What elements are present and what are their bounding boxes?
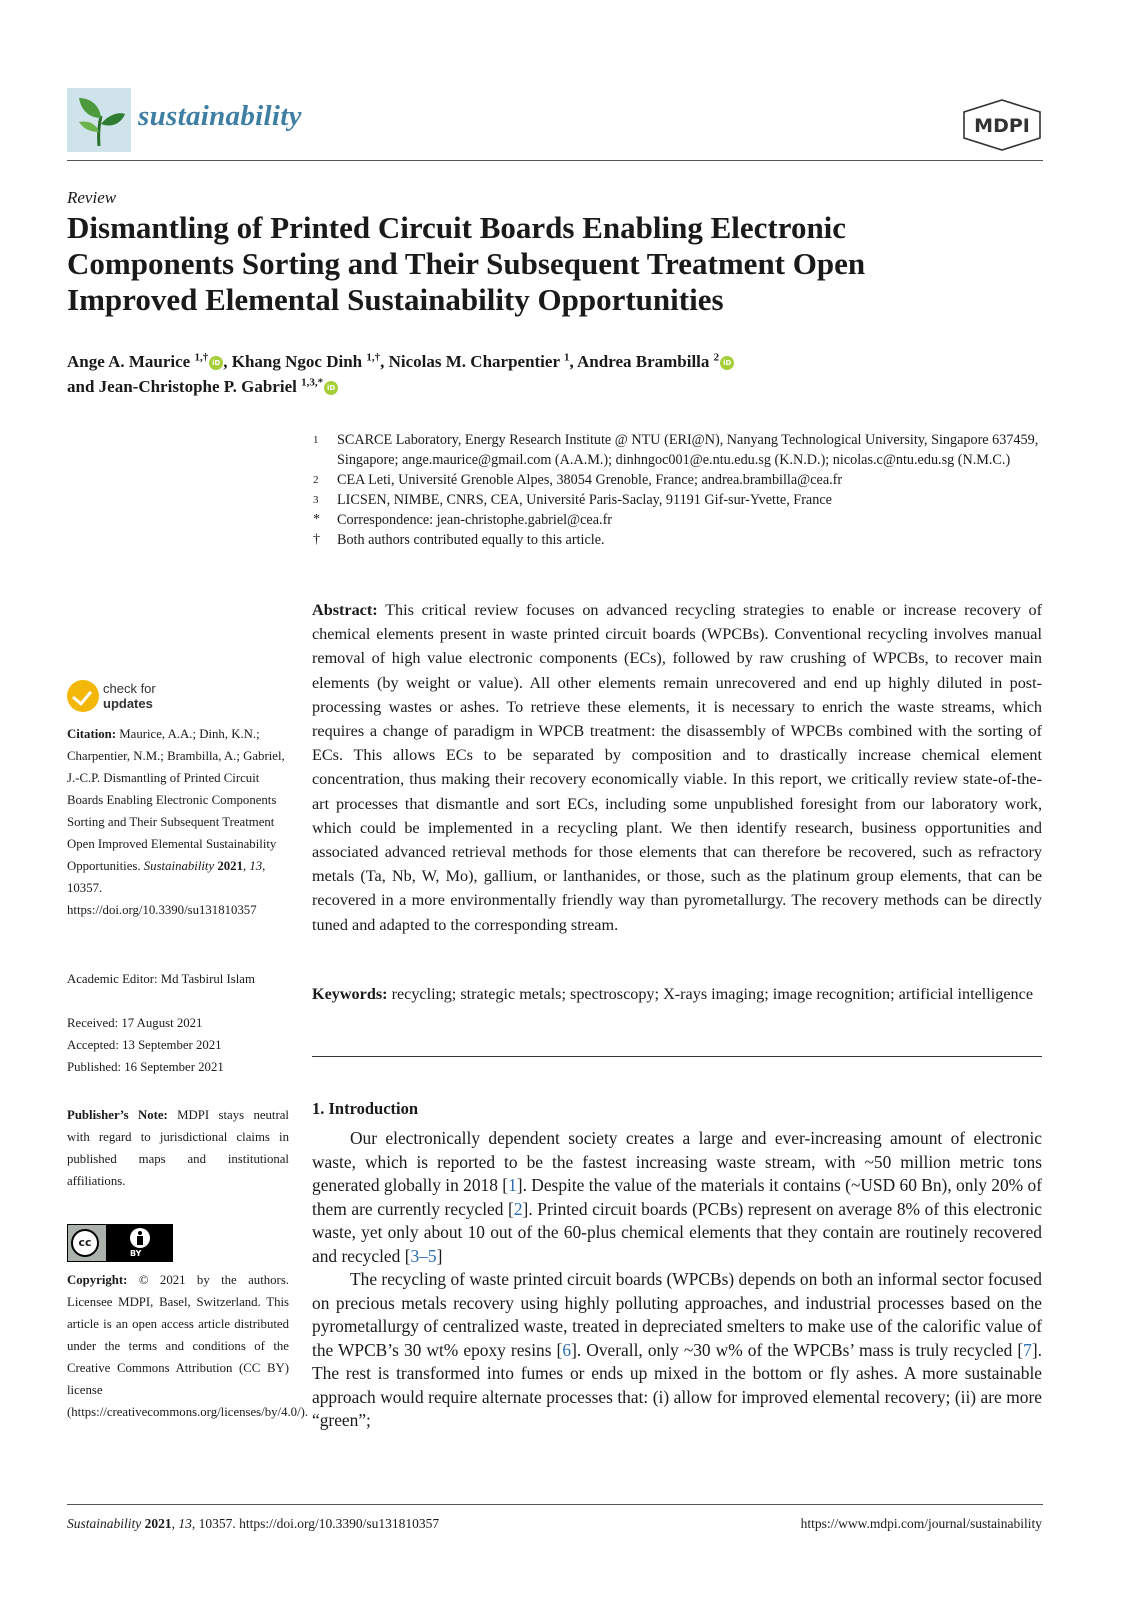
checkmark-icon bbox=[67, 680, 99, 712]
published-date: Published: 16 September 2021 bbox=[67, 1060, 224, 1074]
citation-volume: 13 bbox=[249, 859, 263, 873]
paragraph-text: The recycling of waste printed circuit boards (WPCBs) depends on both an informal sector focused on precious metals recovery using highly polluting approaches, and industrial processes based on the pyrometallurgy of centralized waste, treated in depreciated smelters to make use of the calorific value of the WPCB’s 30 wt% epoxy resins [ bbox=[312, 1269, 1042, 1360]
publisher-note-text: MDPI stays neutral with regard to jurisdictional claims in published maps and institutional affiliations. bbox=[67, 1108, 289, 1188]
reference-link[interactable]: 2 bbox=[513, 1198, 523, 1219]
mdpi-logo-text: MDPI bbox=[974, 115, 1030, 137]
publisher-note bbox=[67, 1104, 289, 1192]
check-updates-label: check for bbox=[103, 681, 156, 696]
affiliation-item bbox=[313, 430, 1043, 470]
affiliation-item bbox=[313, 490, 1043, 510]
title-line: Dismantling of Printed Circuit Boards Enabling Electronic bbox=[67, 210, 847, 245]
cc-by-panel bbox=[106, 1225, 172, 1261]
copyright-text: © 2021 by the authors. Licensee MDPI, Basel, Switzerland. This article is an open access article distributed under the terms and conditions of the Creative Commons Attribution (CC BY) license (https://creativecommons.org/licenses/by/4.0/). bbox=[67, 1273, 309, 1419]
abstract-label: Abstract: bbox=[312, 601, 378, 619]
article-title bbox=[67, 210, 1057, 318]
footer-journal-url[interactable]: https://www.mdpi.com/journal/sustainability bbox=[800, 1516, 1042, 1531]
paragraph-text: ] bbox=[436, 1245, 443, 1266]
footer-volume: 13 bbox=[178, 1516, 192, 1531]
citation-doi[interactable]: 10357. https://doi.org/10.3390/su131810357 bbox=[67, 881, 257, 917]
affiliation-text: SCARCE Laboratory, Energy Research Institute @ NTU (ERI@N), Nanyang Technological University, Singapore 637459, Singapore; ange.maurice@gmail.com (A.A.M.); dinhngoc001@e.ntu.edu.sg (K.N.D.); nicolas.c@ntu.edu.sg (N.M.C.) bbox=[337, 432, 1039, 468]
paragraph-text: Our electronically dependent society creates a large and ever-increasing amount of electronic waste, which is reported to be the fastest increasing waste stream, with ~50 million metric tons generated globally in 2018 [ bbox=[312, 1128, 1042, 1195]
cc-by-label: BY bbox=[130, 1249, 142, 1258]
citation-text: Maurice, A.A.; Dinh, K.N.; Charpentier, N.M.; Brambilla, A.; Gabriel, J.-C.P. Dismantling of Printed Circuit Boards Enabling Electronic Components Sorting and Their Subsequent Treatment Open Improved Elemental Sustainability Opportunities. bbox=[67, 727, 285, 873]
check-updates-label: updates bbox=[103, 696, 153, 711]
title-line: Improved Elemental Sustainability Opportunities bbox=[67, 282, 724, 317]
author-name: Khang Ngoc Dinh bbox=[231, 352, 363, 371]
section-heading: 1. Introduction bbox=[312, 1099, 419, 1118]
header-divider bbox=[67, 160, 1043, 161]
academic-editor: Academic Editor: Md Tasbirul Islam bbox=[67, 972, 255, 986]
affiliation-mark: 1 bbox=[313, 434, 319, 446]
author-separator: , bbox=[569, 352, 578, 371]
author-name: Andrea Brambilla bbox=[577, 352, 710, 371]
introduction-body bbox=[312, 1127, 1042, 1433]
cc-icon: cc bbox=[71, 1229, 99, 1257]
citation: Citation: Maurice, A.A.; Dinh, K.N.; Charpentier, N.M.; Brambilla, A.; Gabriel, J.-C.P. Dismantling of Printed Circuit Boards Enabling Electronic Components Sorting and Their Subsequent Treatment Open Improved Elemental Sustainability Opportunities. Sustainability 2021, 13, 10357. https://doi.org/10.3390/su131810357 bbox=[67, 727, 285, 917]
cc-by-license-icon[interactable] bbox=[67, 1224, 173, 1262]
author-name: Nicolas M. Charpentier bbox=[388, 352, 560, 371]
paragraph-text: ]. Overall, only ~30 w% of the WPCBs’ mass is truly recycled [ bbox=[571, 1339, 1024, 1360]
affiliation-mark: 2 bbox=[313, 474, 319, 486]
publisher-note-label: Publisher’s Note: bbox=[67, 1108, 168, 1122]
footer-divider bbox=[67, 1504, 1043, 1505]
affiliation-item bbox=[313, 470, 1043, 490]
reference-link[interactable]: 7 bbox=[1023, 1339, 1032, 1360]
journal-logo-icon bbox=[67, 88, 131, 152]
citation-label: Citation: bbox=[67, 727, 117, 741]
reference-link[interactable]: 1 bbox=[508, 1175, 517, 1195]
author-separator: , bbox=[380, 352, 389, 371]
footer-journal: Sustainability bbox=[67, 1516, 142, 1531]
keywords bbox=[312, 982, 1042, 1006]
reference-link[interactable]: 5 bbox=[427, 1245, 437, 1266]
author-name: and Jean-Christophe P. Gabriel bbox=[67, 377, 297, 396]
paragraph bbox=[312, 1268, 1042, 1433]
affiliation-mark: * bbox=[313, 512, 320, 527]
paragraph-text: ]. Despite the value of the materials it contains (~USD 60 Bn), only 20% of them are currently recycled [ bbox=[312, 1175, 1042, 1219]
author-affiliation-mark: 2 bbox=[713, 351, 720, 364]
paragraph-text: ]. Printed circuit boards (PCBs) represent on average 8% of this electronic waste, yet only about 10 out of the 60-plus chemical elements that they contain are routinely recovered and recycled [ bbox=[312, 1198, 1042, 1266]
citation-journal: Sustainability bbox=[143, 859, 215, 873]
orcid-icon[interactable]: iD bbox=[720, 356, 734, 370]
author-separator: , bbox=[223, 352, 232, 371]
received-date: Received: 17 August 2021 bbox=[67, 1016, 203, 1030]
footer-citation: Sustainability 2021, 13, 10357. https://doi.org/10.3390/su131810357 bbox=[67, 1516, 440, 1531]
footer-doi[interactable]: 10357. https://doi.org/10.3390/su131810357 bbox=[198, 1516, 440, 1531]
accepted-date: Accepted: 13 September 2021 bbox=[67, 1038, 222, 1052]
article-type: Review bbox=[67, 188, 117, 207]
paragraph-text: ]. The rest is transformed into fumes or ends up mixed in the bottom or fly ashes. A more sustainable approach would require alternate processes that: (i) allow for improved elemental recovery; (ii) are more “green”; bbox=[312, 1339, 1042, 1430]
paragraph bbox=[312, 1127, 1042, 1268]
affiliation-text: CEA Leti, Université Grenoble Alpes, 38054 Grenoble, France; andrea.brambilla@cea.fr bbox=[337, 472, 843, 488]
title-line: Components Sorting and Their Subsequent Treatment Open bbox=[67, 246, 866, 281]
orcid-icon[interactable]: iD bbox=[209, 356, 223, 370]
reference-link[interactable]: 6 bbox=[562, 1339, 572, 1360]
affiliation-mark: † bbox=[313, 532, 320, 547]
author-affiliation-mark: 1 bbox=[563, 351, 570, 364]
author-affiliation-mark: 1,† bbox=[194, 351, 209, 364]
abstract-divider bbox=[312, 1056, 1042, 1057]
orcid-icon[interactable]: iD bbox=[324, 381, 338, 395]
keywords-label: Keywords: bbox=[312, 985, 388, 1003]
copyright bbox=[67, 1269, 309, 1423]
affiliation-item bbox=[313, 510, 1043, 530]
mdpi-logo-icon bbox=[962, 98, 1042, 152]
publication-dates bbox=[67, 1012, 289, 1078]
abstract-text: This critical review focuses on advanced recycling strategies to enable or increase recovery of chemical elements present in waste printed circuit boards (WPCBs). Conventional recycling involves manual removal of high value electronic components (ECs), followed by raw crushing of WPCBs, to recover main elements (by weight or value). All other elements remain unrecovered and end up highly diluted in post-processing wastes or ashes. To retrieve these elements, it is necessary to enrich the waste streams, which requires a change of paradigm in WPCB treatment: the disassembly of WPCBs combined with the sorting of ECs. This allows ECs to be separated by composition and to drastically increase chemical element concentration, thus making their recovery economically viable. In this report, we critically review state-of-the-art processes that dismantle and sort ECs, including some unpublished foresight from our laboratory work, which could be implemented in a recycling plant. We then identify research, business opportunities and associated advanced retrieval methods for those elements that can therefore be recovered, such as refractory metals (Ta, Nb, W, Mo), gallium, or lanthanides, or those, such as the platinum group elements, that can be recovered in a more environmentally friendly way than pyrometallurgy. The recovery methods can be directly tuned and adapted to the corresponding stream. bbox=[312, 601, 1043, 934]
affiliation-mark: 3 bbox=[313, 494, 319, 506]
copyright-label: Copyright: bbox=[67, 1273, 128, 1287]
abstract bbox=[312, 598, 1042, 937]
reference-range-dash: – bbox=[419, 1245, 428, 1266]
author-affiliation-mark: 1,† bbox=[366, 351, 381, 364]
attribution-person-icon bbox=[130, 1228, 150, 1248]
journal-name: sustainability bbox=[138, 100, 302, 132]
keywords-text: recycling; strategic metals; spectroscopy; X-rays imaging; image recognition; artificial intelligence bbox=[391, 985, 1034, 1003]
footer-year: 2021 bbox=[144, 1516, 172, 1531]
affiliation-list bbox=[313, 430, 1043, 550]
affiliation-item bbox=[313, 530, 1043, 550]
affiliation-text: Both authors contributed equally to this article. bbox=[337, 532, 605, 548]
reference-link[interactable]: 3 bbox=[410, 1245, 420, 1266]
citation-year: 2021 bbox=[217, 859, 243, 873]
author-affiliation-mark: 1,3,* bbox=[301, 376, 324, 389]
author-list bbox=[67, 349, 1057, 399]
author-name: Ange A. Maurice bbox=[67, 352, 191, 371]
check-for-updates-button[interactable] bbox=[67, 680, 177, 714]
affiliation-text: Correspondence: jean-christophe.gabriel@cea.fr bbox=[337, 512, 613, 528]
affiliation-text: LICSEN, NIMBE, CNRS, CEA, Université Paris-Saclay, 91191 Gif-sur-Yvette, France bbox=[337, 492, 832, 508]
